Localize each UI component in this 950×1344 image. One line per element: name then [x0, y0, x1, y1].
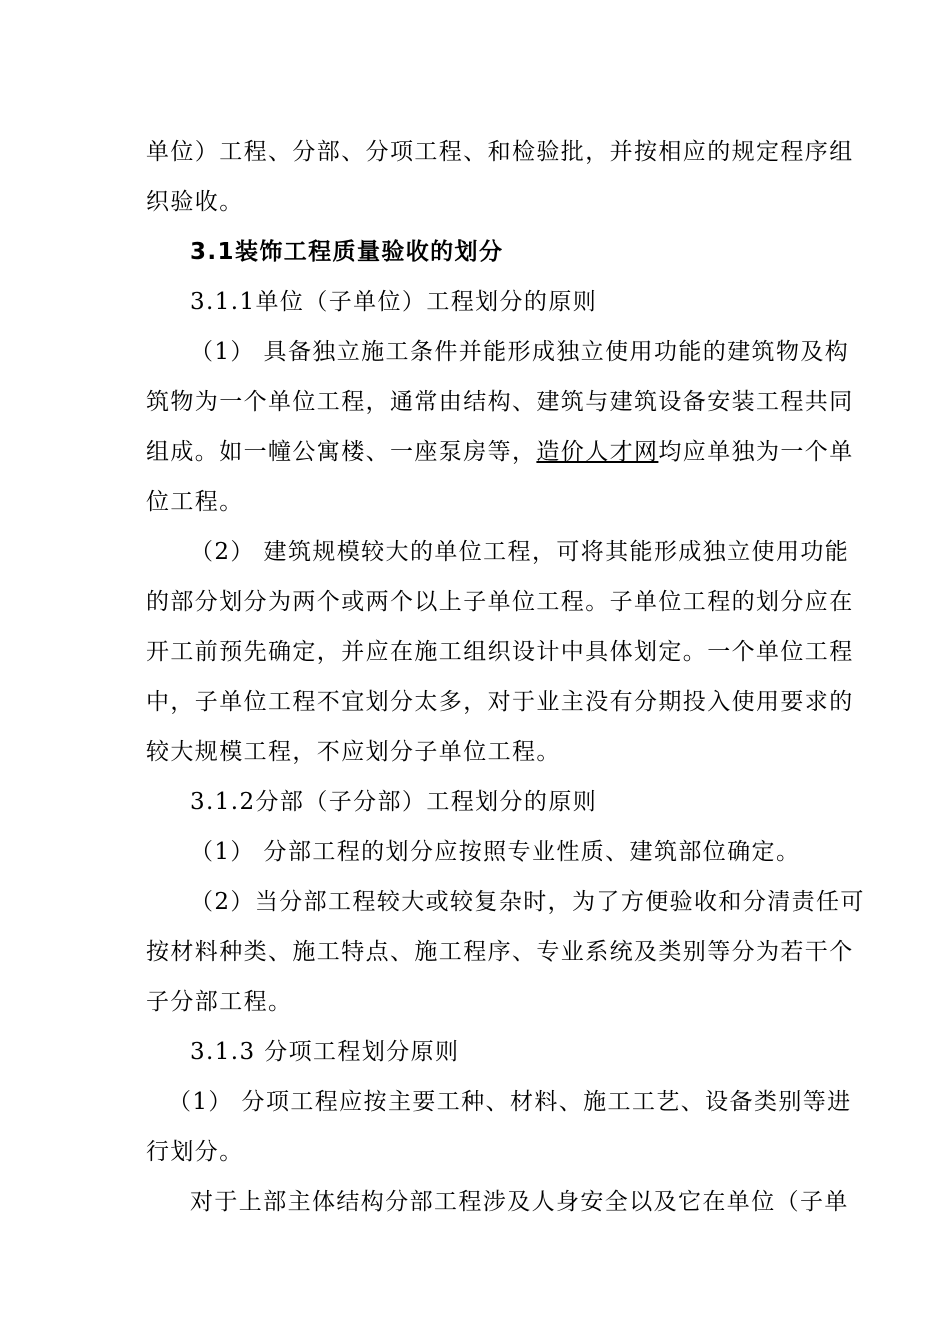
paragraph-line: （2） 建筑规模较大的单位工程，可将其能形成独立使用功能: [190, 539, 850, 565]
paragraph-line: 按材料种类、施工特点、施工程序、专业系统及类别等分为若干个: [146, 939, 854, 965]
paragraph-line: 行划分。: [146, 1139, 244, 1165]
paragraph-line: （2）当分部工程较大或较复杂时，为了方便验收和分清责任可: [190, 889, 865, 915]
paragraph-line: 中，子单位工程不宜划分太多，对于业主没有分期投入使用要求的: [146, 689, 854, 715]
paragraph-line: 对于上部主体结构分部工程涉及人身安全以及它在单位（子单: [190, 1189, 849, 1215]
paragraph-line: 的部分划分为两个或两个以上子单位工程。子单位工程的划分应在: [146, 589, 854, 615]
subsection-heading: 3.1.3 分项工程划分原则: [190, 1039, 460, 1065]
paragraph-line: （1） 分部工程的划分应按照专业性质、建筑部位确定。: [190, 839, 801, 865]
paragraph-text: 均应单独为一个单: [658, 439, 854, 465]
cost-talent-link[interactable]: 造价人才网: [536, 439, 659, 465]
paragraph-text: 组成。如一幢公寓楼、一座泵房等，: [146, 439, 537, 465]
paragraph-line: （1） 具备独立施工条件并能形成独立使用功能的建筑物及构: [190, 339, 850, 365]
paragraph-line: 筑物为一个单位工程，通常由结构、建筑与建筑设备安装工程共同: [146, 389, 854, 415]
paragraph-line: 子分部工程。: [146, 989, 293, 1015]
subsection-heading: 3.1.1单位（子单位）工程划分的原则: [190, 289, 598, 315]
subsection-heading: 3.1.2分部（子分部）工程划分的原则: [190, 789, 598, 815]
paragraph-line: 较大规模工程，不应划分子单位工程。: [146, 739, 561, 765]
paragraph-line: 单位）工程、分部、分项工程、和检验批，并按相应的规定程序组: [146, 139, 854, 165]
section-heading: 3.1装饰工程质量验收的划分: [190, 239, 504, 265]
paragraph-line: 位工程。: [146, 489, 244, 515]
paragraph-line: [146, 436, 854, 468]
paragraph-line: 织验收。: [146, 189, 244, 215]
paragraph-line: 开工前预先确定，并应在施工组织设计中具体划定。一个单位工程: [146, 639, 854, 665]
paragraph-line: （1） 分项工程应按主要工种、材料、施工工艺、设备类别等进: [168, 1089, 852, 1115]
